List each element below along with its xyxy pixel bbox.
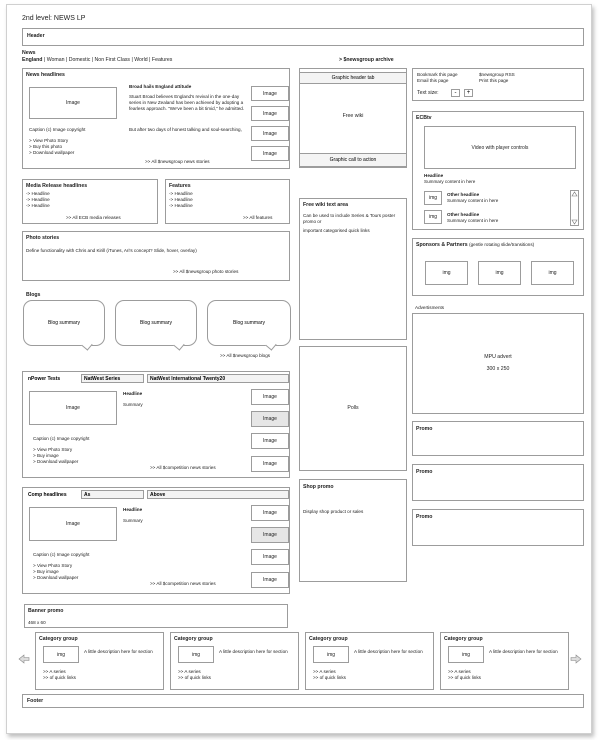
summary-text: Summary content in here: [424, 179, 476, 184]
image-caption: Caption (c) Image copyright: [33, 552, 90, 557]
tab-comp-headlines[interactable]: Comp headlines: [25, 490, 79, 499]
header-label: Header: [27, 33, 45, 39]
thumb-image[interactable]: Image: [251, 505, 289, 521]
thumb-image[interactable]: Image: [251, 106, 289, 121]
category-image[interactable]: img: [448, 646, 484, 663]
headline-link[interactable]: Headline: [123, 507, 143, 512]
text-size-decrease-button[interactable]: -: [451, 89, 460, 97]
header: [22, 28, 584, 46]
banner-size: 468 x 60: [28, 620, 46, 625]
panel-title: News headlines: [26, 72, 65, 78]
thumb-image[interactable]: Image: [251, 549, 289, 565]
summary-text: Summary: [123, 518, 143, 523]
tab-as[interactable]: As: [81, 490, 144, 499]
all-blogs-link[interactable]: >> All $newsgroup blogs: [220, 353, 271, 358]
quick-link[interactable]: >> A series: [43, 669, 66, 674]
promo-box[interactable]: [412, 464, 584, 501]
summary-text: Summary: [123, 402, 143, 407]
panel-title: ECBtv: [416, 115, 432, 121]
category-group: [305, 632, 434, 690]
news-headlines-panel: [22, 68, 290, 169]
shop-description: Display shop product or sales: [303, 509, 364, 514]
category-title: Category group: [444, 636, 483, 642]
sponsor-logo[interactable]: img: [478, 261, 521, 285]
blogs-title: Blogs: [26, 292, 41, 298]
sponsors-title: Sponsors & Partners: [416, 242, 468, 248]
media-release-panel: [22, 179, 158, 224]
panel-title: Features: [169, 183, 191, 189]
category-description: A little description here for section: [219, 649, 288, 654]
other-summary: Summary content in here: [447, 218, 499, 223]
promo-box[interactable]: [412, 509, 584, 546]
print-link[interactable]: Print this page: [479, 78, 509, 83]
story-title[interactable]: Broad hails England attitude: [129, 84, 192, 89]
comp-headlines-panel: [22, 487, 290, 594]
graphic-call-to-action[interactable]: Graphic call to action: [300, 153, 406, 167]
thumb-image[interactable]: Image: [251, 527, 289, 543]
promo-title: Promo: [416, 514, 433, 520]
headline-link[interactable]: -> Headline: [26, 197, 50, 202]
category-title: Category group: [174, 636, 213, 642]
video-thumb[interactable]: img: [424, 210, 442, 224]
mpu-size: 300 x 250: [486, 366, 510, 372]
sponsor-logo[interactable]: img: [531, 261, 574, 285]
other-headline-link[interactable]: Other headline: [447, 212, 480, 217]
all-photo-stories-link[interactable]: >> All $newsgroup photo stories: [173, 269, 239, 274]
npower-tests-panel: [22, 371, 290, 478]
headline-link[interactable]: -> Headline: [26, 203, 50, 208]
nav-england[interactable]: England: [22, 57, 43, 63]
category-title: Category group: [309, 636, 348, 642]
download-wallpaper-link[interactable]: > Download wallpaper: [33, 459, 79, 464]
category-group: [440, 632, 569, 690]
thumb-image[interactable]: Image: [251, 572, 289, 588]
email-link[interactable]: Email this page: [417, 78, 449, 83]
quick-link[interactable]: >> of quick links: [448, 675, 481, 680]
thumb-image[interactable]: Image: [251, 146, 289, 161]
headline-link[interactable]: -> Headline: [26, 191, 50, 196]
page-tools-panel: [412, 68, 584, 101]
panel-title: Shop promo: [303, 484, 334, 490]
tab-natwest-t20[interactable]: NatWest International Twenty20: [147, 374, 289, 383]
tab-natwest-series[interactable]: NatWest Series: [81, 374, 144, 383]
all-features-link[interactable]: >> All features: [243, 215, 273, 220]
all-media-link[interactable]: >> All ECB media releases: [66, 215, 121, 220]
banner-promo[interactable]: [24, 604, 288, 628]
banner-title: Banner promo: [28, 608, 64, 614]
category-description: A little description here for section: [84, 649, 153, 654]
blog-summary[interactable]: [23, 300, 105, 346]
video-thumb[interactable]: img: [424, 191, 442, 205]
shop-promo-panel[interactable]: [299, 479, 407, 582]
blog-summary-text: Blog summary: [233, 320, 265, 326]
wireframe-sheet: [6, 4, 592, 734]
promo-title: Promo: [416, 469, 433, 475]
features-panel: [165, 179, 290, 224]
panel-title: Media Release headlines: [26, 183, 88, 189]
image-caption: Caption (c) Image copyright: [29, 127, 86, 132]
tab-above[interactable]: Above: [147, 490, 289, 499]
video-player[interactable]: Video with player controls: [424, 126, 576, 169]
photo-stories-description: Define functionality with Chris and Kirill (iTunes, Ari's concept? Slide, hover, overlay): [26, 248, 197, 253]
quick-link[interactable]: >> A series: [313, 669, 336, 674]
category-image[interactable]: img: [178, 646, 214, 663]
lead-image[interactable]: Image: [29, 507, 117, 541]
thumb-image[interactable]: Image: [251, 456, 289, 472]
nav-other-items[interactable]: | Woman | Domestic | Non First Class | World | Features: [42, 57, 173, 63]
story-text-2: But after two days of honest talking and soul-searching,: [129, 127, 242, 132]
photo-stories-panel: [22, 231, 290, 281]
category-group: [170, 632, 299, 690]
headline-link[interactable]: -> Headline: [169, 203, 193, 208]
image-caption: Caption (c) Image copyright: [33, 436, 90, 441]
tab-npower-tests[interactable]: nPower Tests: [25, 374, 79, 383]
polls-label: Polls: [347, 405, 359, 412]
view-photo-link[interactable]: > View Photo Story: [29, 138, 69, 143]
category-title: Category group: [39, 636, 78, 642]
quick-link[interactable]: >> of quick links: [43, 675, 76, 680]
promo-box[interactable]: [412, 421, 584, 456]
graphic-header-tab[interactable]: Graphic header tab: [300, 72, 406, 84]
page-title: 2nd level: NEWS LP: [22, 15, 86, 22]
lead-image[interactable]: Image: [29, 87, 117, 119]
thumb-image[interactable]: Image: [251, 411, 289, 427]
panel-title: Free wiki text area: [303, 202, 348, 208]
text-size-increase-button[interactable]: +: [464, 89, 473, 97]
buy-image-link[interactable]: > Buy image: [33, 453, 59, 458]
thumb-image[interactable]: Image: [251, 126, 289, 141]
thumb-image[interactable]: Image: [251, 389, 289, 405]
section-nav: [22, 57, 172, 64]
view-photo-link[interactable]: > View Photo Story: [33, 563, 73, 568]
download-wallpaper-link[interactable]: > Download wallpaper: [29, 150, 75, 155]
wiki-text-2: important categorised quick links: [303, 228, 370, 233]
mpu-label: MPU advert: [484, 354, 512, 360]
buy-photo-link[interactable]: > Buy this photo: [29, 144, 63, 149]
category-description: A little description here for section: [489, 649, 558, 654]
category-image[interactable]: img: [313, 646, 349, 663]
all-competition-link[interactable]: >> All $competition news stories: [150, 581, 216, 586]
category-description: A little description here for section: [354, 649, 423, 654]
free-wiki-panel: [299, 198, 407, 340]
blog-summary-text: Blog summary: [48, 320, 80, 326]
story-text: Stuart Broad believes England's revival in the one-day series in New Zealand has been achieved by adopting a fearless approach. "We've been a bit timid," he admitted.: [129, 94, 245, 111]
archive-link[interactable]: > $newsgroup archive: [339, 57, 394, 63]
quick-link[interactable]: >> of quick links: [178, 675, 211, 680]
ecbtv-panel: [412, 111, 584, 230]
bookmark-link[interactable]: Bookmark this page: [417, 72, 458, 77]
headline-link[interactable]: -> Headline: [169, 191, 193, 196]
blog-summary[interactable]: [115, 300, 197, 346]
other-headline-link[interactable]: Other headline: [447, 192, 480, 197]
section-title: News: [22, 50, 36, 56]
sponsors-note: (gentle rotating slide/transitions): [469, 242, 535, 247]
thumb-image[interactable]: Image: [251, 86, 289, 101]
quick-link[interactable]: >> A series: [178, 669, 201, 674]
category-image[interactable]: img: [43, 646, 79, 663]
footer: [22, 694, 584, 708]
headline-link[interactable]: Headline: [424, 173, 444, 178]
free-wiki-text: Free wiki: [342, 113, 364, 119]
view-photo-link[interactable]: > View Photo Story: [33, 447, 73, 452]
blog-summary-text: Blog summary: [140, 320, 172, 326]
buy-image-link[interactable]: > Buy image: [33, 569, 59, 574]
carousel-next-icon[interactable]: [570, 654, 582, 664]
promo-title: Promo: [416, 426, 433, 432]
panel-title: [416, 242, 534, 249]
sponsor-logo[interactable]: img: [425, 261, 468, 285]
video-list-scrollbar[interactable]: [570, 190, 579, 226]
lead-image[interactable]: Image: [29, 391, 117, 425]
blog-summary[interactable]: [207, 300, 291, 346]
sponsors-panel: [412, 238, 584, 296]
all-competition-link[interactable]: >> All $competition news stories: [150, 465, 216, 470]
text-size-label: Text size:: [417, 90, 439, 96]
quick-link[interactable]: >> A series: [448, 669, 471, 674]
footer-label: Footer: [27, 698, 44, 704]
adverts-label: Advertisments: [415, 305, 445, 310]
scroll-arrows-icon: [571, 191, 578, 225]
panel-title: Photo stories: [26, 235, 60, 241]
rss-link[interactable]: $newsgroup RSS: [479, 72, 515, 77]
other-summary: Summary content in here: [447, 198, 499, 203]
headline-link[interactable]: -> Headline: [169, 197, 193, 202]
carousel-prev-icon[interactable]: [18, 654, 30, 664]
all-news-link[interactable]: >> All $newsgroup news stories: [145, 159, 210, 164]
headline-link[interactable]: Headline: [123, 391, 143, 396]
quick-link[interactable]: >> of quick links: [313, 675, 346, 680]
graphic-header-panel: [299, 68, 407, 168]
mpu-advert[interactable]: [412, 313, 584, 414]
wiki-text: Can be used to include Series & Tours poster promo or: [303, 213, 396, 224]
polls-panel[interactable]: [299, 346, 407, 471]
thumb-image[interactable]: Image: [251, 433, 289, 449]
download-wallpaper-link[interactable]: > Download wallpaper: [33, 575, 79, 580]
category-group: [35, 632, 164, 690]
